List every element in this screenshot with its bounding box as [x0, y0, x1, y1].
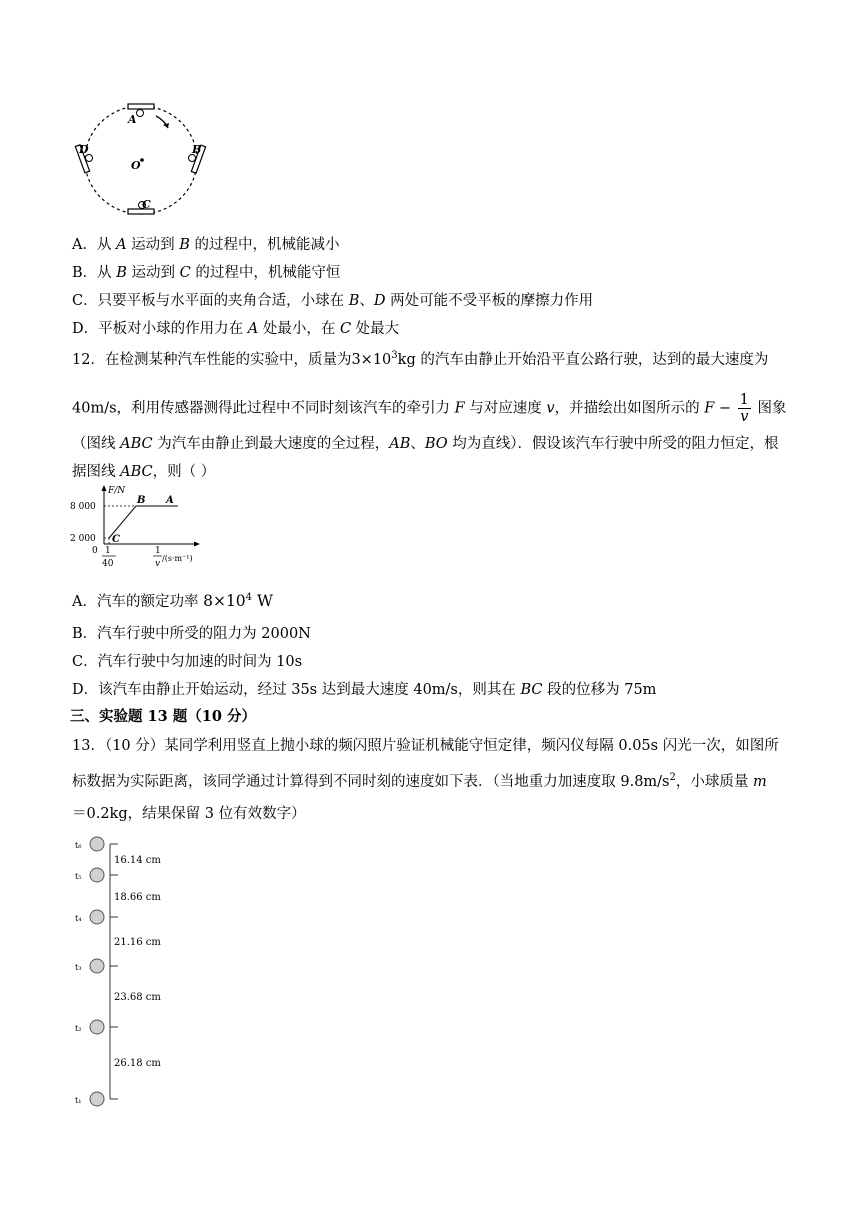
x-axis-unit: /(s·m⁻¹)	[162, 554, 193, 563]
point-c: C	[112, 534, 120, 545]
x-axis-num: 1	[155, 546, 161, 556]
label-c: C	[142, 198, 151, 211]
q11-option-d: D．平板对小球的作用力在 A 处最小，在 C 处最大	[72, 321, 400, 337]
y-tick-8000: 8 000	[70, 502, 96, 512]
force-velocity-graph	[68, 482, 208, 572]
time-label-4: t₄	[75, 914, 82, 923]
time-label-3: t₃	[75, 963, 82, 972]
q12-option-d: D．该汽车由静止开始运动，经过 35s 达到最大速度 40m/s，则其在 BC 段的位移为 75m	[72, 682, 657, 698]
label-b: B	[192, 143, 202, 156]
label-d: D	[79, 143, 89, 156]
q11-option-a: A．从 A 运动到 B 的过程中，机械能减小	[72, 237, 340, 253]
time-label-2: t₂	[75, 1024, 82, 1033]
q11-option-b: B．从 B 运动到 C 的过程中，机械能守恒	[72, 265, 341, 281]
time-label-1: t₁	[75, 1096, 82, 1105]
x-axis-den: v	[155, 559, 161, 569]
point-a: A	[166, 495, 174, 506]
distance-4: 23.68 cm	[114, 992, 161, 1003]
origin-label: 0	[92, 546, 98, 556]
circular-motion-figure	[70, 98, 220, 220]
q13-line-2: 标数据为实际距离，该同学通过计算得到不同时刻的速度如下表．（当地重力加速度取 $9.8m/s^2$，小球质量 m	[72, 772, 767, 790]
label-o: O	[131, 159, 141, 172]
strobe-photo-figure	[70, 830, 190, 1112]
x-tick-den: 40	[102, 559, 114, 569]
label-a: A	[128, 113, 137, 126]
time-label-6: t₆	[75, 841, 82, 850]
section-heading: 三、实验题 13 题（10 分）	[70, 708, 256, 725]
q12-option-c: C．汽车行驶中匀加速的时间为 10s	[72, 654, 303, 670]
q12-line-1: 12．在检测某种汽车性能的实验中，质量为$3\times 10^3kg$ 的汽车由静止开始沿平直公路行驶，达到的最大速度为	[72, 350, 769, 368]
time-label-5: t₅	[75, 872, 82, 881]
y-axis-label: F/N	[108, 486, 126, 496]
distance-2: 18.66 cm	[114, 892, 161, 903]
q13-line-3: ＝0.2kg，结果保留 3 位有效数字）	[72, 806, 306, 822]
q12-line-4: 据图线 ABC，则（ ）	[72, 464, 216, 480]
point-b: B	[137, 495, 146, 506]
distance-3: 21.16 cm	[114, 937, 161, 948]
q12-option-b: B．汽车行驶中所受的阻力为 2000N	[72, 626, 311, 642]
q13-line-1: 13．（10 分）某同学利用竖直上抛小球的频闪照片验证机械能守恒定律，频闪仪每隔 0.05s 闪光一次，如图所	[72, 738, 779, 754]
distance-1: 16.14 cm	[114, 855, 161, 866]
q11-option-c: C．只要平板与水平面的夹角合适，小球在 B、D 两处可能不受平板的摩擦力作用	[72, 293, 594, 309]
distance-5: 26.18 cm	[114, 1058, 161, 1069]
q12-line-3: （图线 ABC 为汽车由静止到最大速度的全过程，AB、BO 均为直线）．假设该汽车行驶中所受的阻力恒定，根	[72, 436, 779, 452]
y-tick-2000: 2 000	[70, 534, 96, 544]
x-tick-num: 1	[105, 546, 111, 556]
q12-line-2: 40m/s，利用传感器测得此过程中不同时刻该汽车的牵引力 F 与对应速度 v，并描绘出如图所示的 F − $\frac{1}{v}$ 图象	[72, 392, 787, 425]
q12-option-a: A．汽车的额定功率 $8\times 10^4$ W	[72, 591, 273, 610]
